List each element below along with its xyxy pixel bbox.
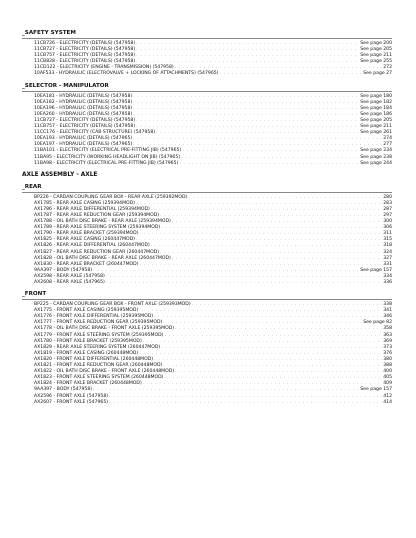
entry-label: 11BA95 - ELECTRICITY (WORKING HEADLIGHT ON JIB) (547965) bbox=[34, 154, 181, 160]
entry-page-ref[interactable]: 346 bbox=[383, 314, 392, 320]
entry-page-ref[interactable]: 306 bbox=[383, 225, 392, 231]
entry-label: AX1827 - REAR AXLE REDUCTION GEAR (260447MOD) bbox=[34, 249, 160, 255]
entry-page-ref[interactable]: 331 bbox=[383, 261, 392, 267]
entry-page-ref[interactable]: 373 bbox=[383, 344, 392, 350]
entry-page-ref[interactable]: 324 bbox=[383, 249, 392, 255]
entry-label: 11BA98 - ELECTRICITY (ELECTRICAL PRE-FITTING JIB) (547965) bbox=[34, 160, 179, 166]
entry-label: 11CB757 - ELECTRICITY (DETAILS) (547958) bbox=[34, 53, 136, 59]
entry-label: AX1828 - OIL BATH DISC BRAKE - REAR AXLE (260447MOD) bbox=[34, 255, 171, 261]
entry-label: 10EA196 - HYDRAULIC (DETAILS) (547958) bbox=[34, 105, 133, 111]
entry-label: AX1824 - FRONT AXLE BRACKET (260448MOD) bbox=[34, 381, 142, 387]
entry-label: AX1776 - FRONT AXLE DIFFERENTIAL (259395MOD) bbox=[34, 314, 154, 320]
entry-page-ref[interactable]: See page 157 bbox=[360, 387, 392, 393]
entry-label: 10EA260 - HYDRAULIC (DETAILS) (547958) bbox=[34, 111, 133, 117]
entry-label: 9AA397 - BODY (547958) bbox=[34, 387, 93, 393]
entry-page-ref[interactable]: 297 bbox=[383, 212, 392, 218]
entry-page-ref[interactable]: 280 bbox=[383, 194, 392, 200]
entry-label: 11CB828 - ELECTRICITY (DETAILS) (547958) bbox=[34, 59, 136, 65]
entry-label: BP226 - CARDAN COUPLING GEAR BOX - REAR AXLE (259392MOD) bbox=[34, 194, 188, 200]
section-title: _SAFETY SYSTEM bbox=[22, 30, 392, 39]
entry-label: 10EA182 - HYDRAULIC (DETAILS) (547958) bbox=[34, 99, 133, 105]
entry-page-ref[interactable]: See page 182 bbox=[360, 99, 392, 105]
entry-page-ref[interactable]: 376 bbox=[383, 350, 392, 356]
entry-page-ref[interactable]: 414 bbox=[383, 399, 392, 405]
entry-page-ref[interactable]: 274 bbox=[383, 136, 392, 142]
entry-page-ref[interactable]: See page 234 bbox=[360, 148, 392, 154]
entry-label: AX1785 - REAR AXLE CASING (259394MOD) bbox=[34, 200, 135, 206]
entry-page-ref[interactable]: 412 bbox=[383, 393, 392, 399]
entry-label: AX1786 - REAR AXLE DIFFERENTIAL (259394MOD) bbox=[34, 206, 150, 212]
entry-list bbox=[22, 195, 392, 286]
entry-page-ref[interactable]: 369 bbox=[383, 338, 392, 344]
toc-entry[interactable] bbox=[34, 400, 392, 406]
entry-label: AX2598 - REAR AXLE (547958) bbox=[34, 273, 105, 279]
entry-page-ref[interactable]: See page 244 bbox=[360, 160, 392, 166]
entry-page-ref[interactable]: 336 bbox=[383, 280, 392, 285]
section-safety-system bbox=[22, 30, 392, 78]
entry-label: 11CB726 - ELECTRICITY (DETAILS) (547958) bbox=[34, 41, 136, 46]
entry-page-ref[interactable]: 358 bbox=[383, 326, 392, 332]
entry-label: 11CB727 - ELECTRICITY (DETAILS) (547958) bbox=[34, 47, 136, 53]
entry-label: AX1775 - FRONT AXLE CASING (259395MOD) bbox=[34, 308, 139, 314]
entry-label: AX1780 - FRONT AXLE BRACKET (259395MOD) bbox=[34, 338, 142, 344]
dot-leader bbox=[219, 71, 362, 77]
toc-entry[interactable] bbox=[34, 71, 392, 77]
entry-label: AX1823 - FRONT AXLE STEERING SYSTEM (260448MOD) bbox=[34, 375, 164, 381]
entry-label: AX1822 - OIL BATH DISC BRAKE - FRONT AXLE (260448MOD) bbox=[34, 369, 175, 375]
toc-entry[interactable] bbox=[34, 280, 392, 286]
section-title: _SELECTOR - MANIPULATOR bbox=[22, 83, 392, 92]
entry-list bbox=[22, 302, 392, 406]
dot-leader bbox=[109, 400, 382, 406]
entry-label: 10EA193 - HYDRAULIC (DETAILS) (547965) bbox=[34, 136, 133, 142]
entry-list bbox=[22, 41, 392, 78]
entry-page-ref[interactable]: See page 211 bbox=[360, 124, 392, 130]
toc-entry[interactable] bbox=[34, 161, 392, 167]
entry-label: AX1830 - REAR AXLE BRACKET (260447MOD) bbox=[34, 261, 139, 267]
dot-leader bbox=[106, 280, 382, 286]
entry-page-ref[interactable]: See page 211 bbox=[360, 53, 392, 59]
entry-label: AX1787 - REAR AXLE REDUCTION GEAR (259394MOD) bbox=[34, 212, 160, 218]
entry-page-ref[interactable]: 409 bbox=[383, 381, 392, 387]
entry-page-ref[interactable]: See page 82 bbox=[363, 320, 392, 326]
entry-label: AX1789 - REAR AXLE STEERING SYSTEM (259394MOD) bbox=[34, 225, 161, 231]
entry-page-ref[interactable]: See page 184 bbox=[360, 105, 392, 111]
entry-page-ref[interactable]: 388 bbox=[383, 363, 392, 369]
entry-label: 11CD122 - ELECTRICITY (ENGINE - TRANSMISSION) (547958) bbox=[34, 65, 174, 71]
entry-page-ref[interactable]: See page 205 bbox=[360, 117, 392, 123]
entry-page-ref[interactable]: 277 bbox=[383, 142, 392, 148]
entry-page-ref[interactable]: 311 bbox=[383, 231, 392, 237]
entry-page-ref[interactable]: 334 bbox=[383, 273, 392, 279]
entry-label: AX1778 - OIL BATH DISC BRAKE - FRONT AXLE (259395MOD) bbox=[34, 326, 175, 332]
group-title: AXLE ASSEMBLY - AXLE bbox=[22, 171, 98, 178]
entry-page-ref[interactable]: 380 bbox=[383, 356, 392, 362]
table-of-contents bbox=[22, 30, 392, 411]
entry-label: 11CB757 - ELECTRICITY (DETAILS) (547958) bbox=[34, 124, 136, 130]
entry-label: 11CB727 - ELECTRICITY (DETAILS) (547958) bbox=[34, 117, 136, 123]
entry-label: AX1819 - FRONT AXLE CASING (260448MOD) bbox=[34, 350, 139, 356]
entry-page-ref[interactable]: 315 bbox=[383, 237, 392, 243]
entry-label: AX1821 - FRONT AXLE REDUCTION GEAR (260448MOD) bbox=[34, 363, 163, 369]
entry-label: 11BA101 - ELECTRICITY (ELECTRICAL PRE-FITTING JIB) (547965) bbox=[34, 148, 182, 154]
entry-page-ref[interactable]: 400 bbox=[383, 369, 392, 375]
entry-label: AX2596 - FRONT AXLE (547958) bbox=[34, 393, 109, 399]
entry-page-ref[interactable]: See page 157 bbox=[360, 267, 392, 273]
entry-page-ref[interactable]: 363 bbox=[383, 332, 392, 338]
entry-label: BP225 - CARDAN COUPLING GEAR BOX - FRONT AXLE (259393MOD) bbox=[34, 302, 191, 308]
entry-page-ref[interactable]: 341 bbox=[383, 308, 392, 314]
entry-label: 11CC176 - ELECTRICITY (CAB STRUCTURE) (547958) bbox=[34, 130, 156, 136]
entry-page-ref[interactable]: See page 180 bbox=[360, 93, 392, 99]
entry-page-ref[interactable]: See page 261 bbox=[360, 130, 392, 136]
section-front bbox=[22, 291, 392, 406]
entry-label: AX1825 - REAR AXLE CASING (260447MOD) bbox=[34, 237, 135, 243]
dot-leader bbox=[179, 161, 359, 167]
entry-label: AX1777 - FRONT AXLE REDUCTION GEAR (259395MOD) bbox=[34, 320, 163, 326]
entry-label: AX1788 - OIL BATH DISC BRAKE - REAR AXLE (259394MOD) bbox=[34, 219, 171, 225]
entry-page-ref[interactable]: 327 bbox=[383, 255, 392, 261]
section-title: _FRONT bbox=[22, 291, 392, 300]
entry-label: 10EA197 - HYDRAULIC (DETAILS) (547965) bbox=[34, 142, 133, 148]
entry-label: 10EA181 - HYDRAULIC (DETAILS) (547958) bbox=[34, 93, 133, 99]
entry-page-ref[interactable]: 272 bbox=[383, 65, 392, 71]
entry-page-ref[interactable]: 405 bbox=[383, 375, 392, 381]
entry-page-ref[interactable]: See page 238 bbox=[360, 154, 392, 160]
entry-label: AX2608 - REAR AXLE (547965) bbox=[34, 280, 105, 285]
entry-label: AX1790 - REAR AXLE BRACKET (259394MOD) bbox=[34, 231, 139, 237]
entry-page-ref[interactable]: See page 27 bbox=[363, 71, 392, 77]
entry-page-ref[interactable]: See page 255 bbox=[360, 59, 392, 65]
entry-page-ref[interactable]: 287 bbox=[383, 206, 392, 212]
entry-label: AX2607 - FRONT AXLE (547965) bbox=[34, 399, 109, 405]
entry-label: 10AF533 - HYDRAULIC (ELECTROVALVE + LOCKING OF ATTACHMENTS) (547965) bbox=[34, 71, 219, 77]
entry-page-ref[interactable]: See page 186 bbox=[360, 111, 392, 117]
section-rear bbox=[22, 184, 392, 286]
entry-page-ref[interactable]: 283 bbox=[383, 200, 392, 206]
entry-list bbox=[22, 94, 392, 167]
section-title: _REAR bbox=[22, 184, 392, 193]
entry-label: AX1820 - FRONT AXLE DIFFERENTIAL (260448MOD) bbox=[34, 356, 154, 362]
section-selector-manipulator bbox=[22, 83, 392, 167]
entry-page-ref[interactable]: 300 bbox=[383, 219, 392, 225]
entry-label: 9AA397 - BODY (547958) bbox=[34, 267, 93, 273]
entry-label: AX1779 - FRONT AXLE STEERING SYSTEM (259395MOD) bbox=[34, 332, 164, 338]
entry-page-ref[interactable]: See page 200 bbox=[360, 41, 392, 46]
entry-page-ref[interactable]: See page 205 bbox=[360, 47, 392, 53]
entry-label: AX1829 - REAR AXLE STEERING SYSTEM (260447MOD) bbox=[34, 344, 161, 350]
entry-page-ref[interactable]: 338 bbox=[383, 302, 392, 308]
entry-label: AX1826 - REAR AXLE DIFFERENTIAL (260447MOD) bbox=[34, 243, 150, 249]
entry-page-ref[interactable]: 318 bbox=[383, 243, 392, 249]
